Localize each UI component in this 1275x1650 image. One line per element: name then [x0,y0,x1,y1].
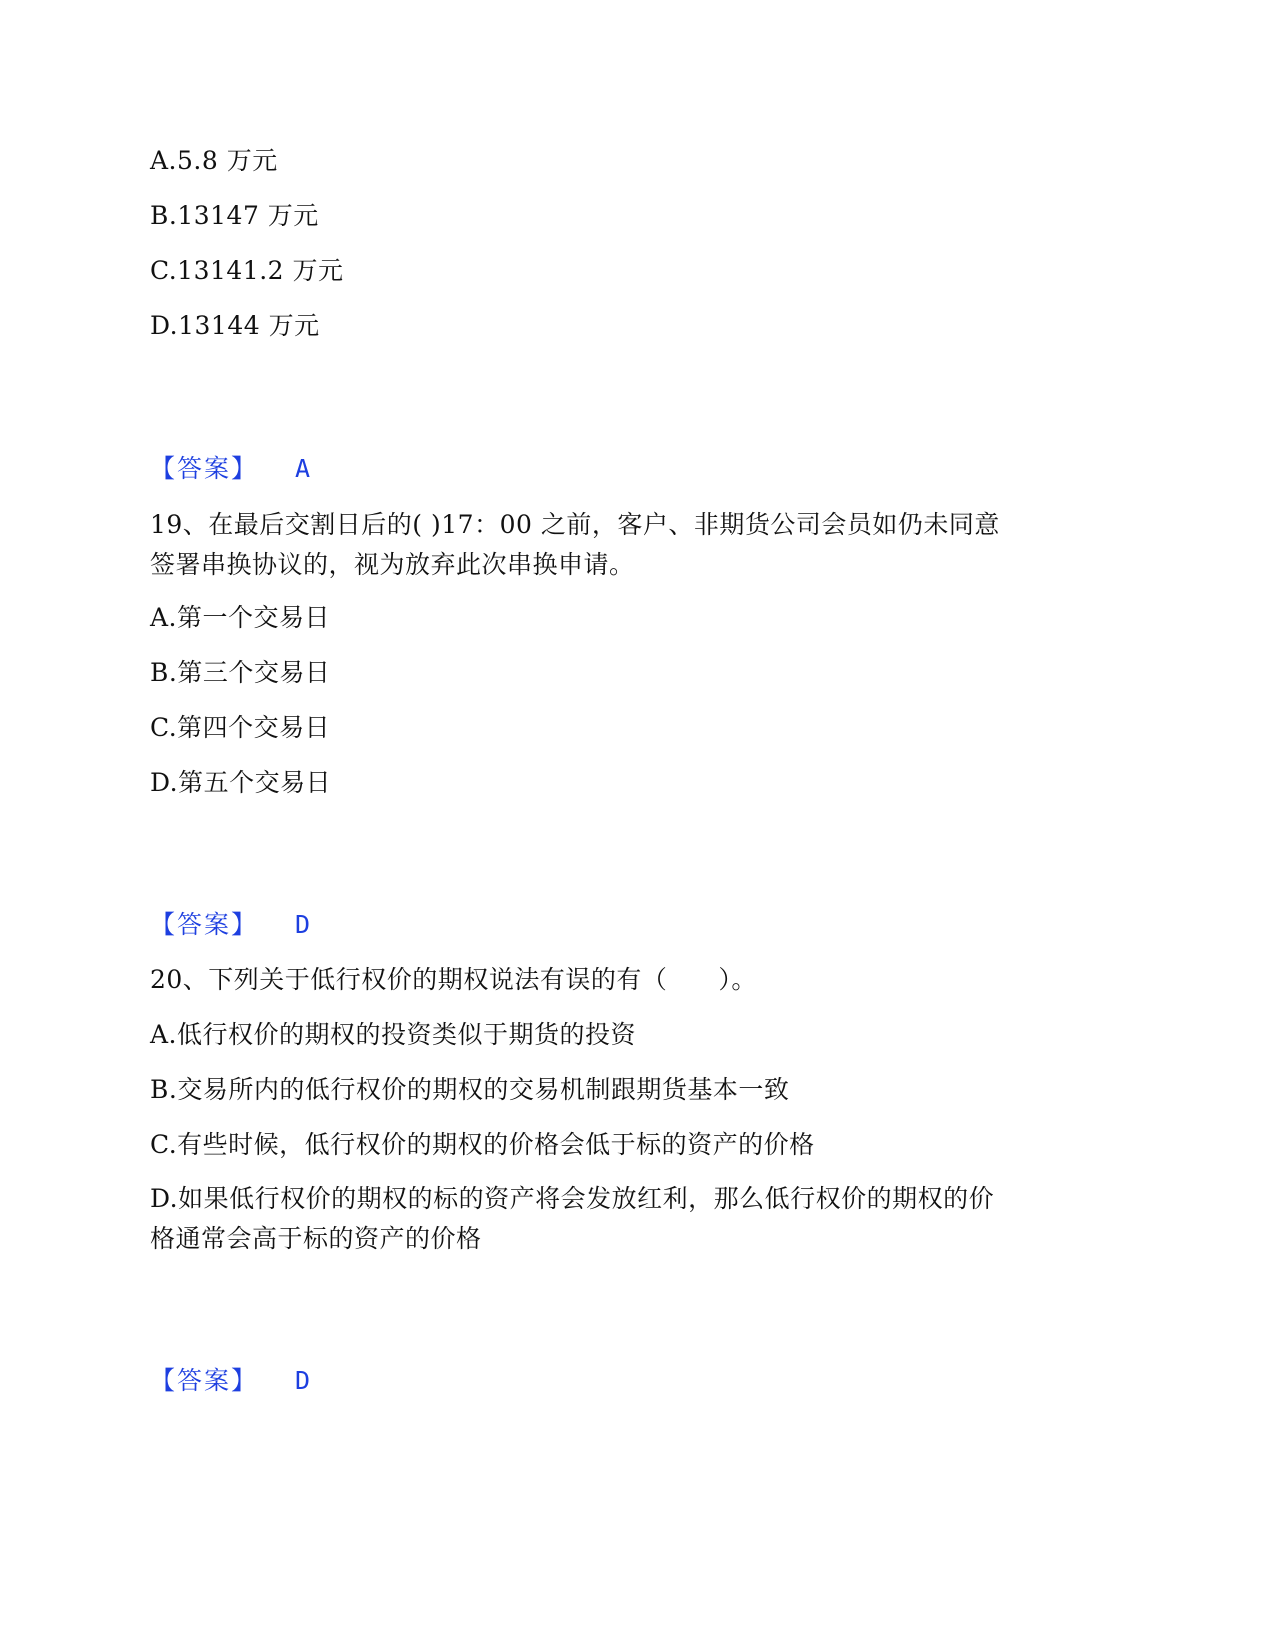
q19-option-d: D.第五个交易日 [150,768,332,797]
q20-option-b: B.交易所内的低行权价的期权的交易机制跟期货基本一致 [150,1075,790,1104]
answer-label: 【答案】 [150,910,259,939]
q19-stem-line-1: 19、在最后交割日后的( )17：00 之前，客户、非期货公司会员如仍未同意 [150,510,1000,539]
q20-option-d-line-1: D.如果低行权价的期权的标的资产将会发放红利，那么低行权价的期权的价 [150,1184,995,1213]
q18-option-a: A.5.8 万元 [150,146,278,175]
answer-label: 【答案】 [150,454,259,483]
q20-stem-line-1: 20、下列关于低行权价的期权说法有误的有（ ）。 [150,965,757,994]
answer-label: 【答案】 [150,1366,259,1395]
q19-option-a: A.第一个交易日 [150,603,331,632]
q20-option-c: C.有些时候，低行权价的期权的价格会低于标的资产的价格 [150,1130,815,1159]
q18-option-b: B.13147 万元 [150,201,319,230]
q20-option-d-line-2: 格通常会高于标的资产的价格 [150,1224,482,1253]
q19-answer [150,908,310,942]
answer-value: D [295,1366,311,1395]
q19-option-b: B.第三个交易日 [150,658,331,687]
q18-answer [150,452,310,486]
q20-answer [150,1364,310,1398]
answer-value: A [295,454,311,483]
answer-value: D [295,910,311,939]
q19-stem-line-2: 签署串换协议的，视为放弃此次串换申请。 [150,550,635,579]
q18-option-c: C.13141.2 万元 [150,256,344,285]
q19-option-c: C.第四个交易日 [150,713,331,742]
q18-option-d: D.13144 万元 [150,311,320,340]
q20-option-a: A.低行权价的期权的投资类似于期货的投资 [150,1020,637,1049]
